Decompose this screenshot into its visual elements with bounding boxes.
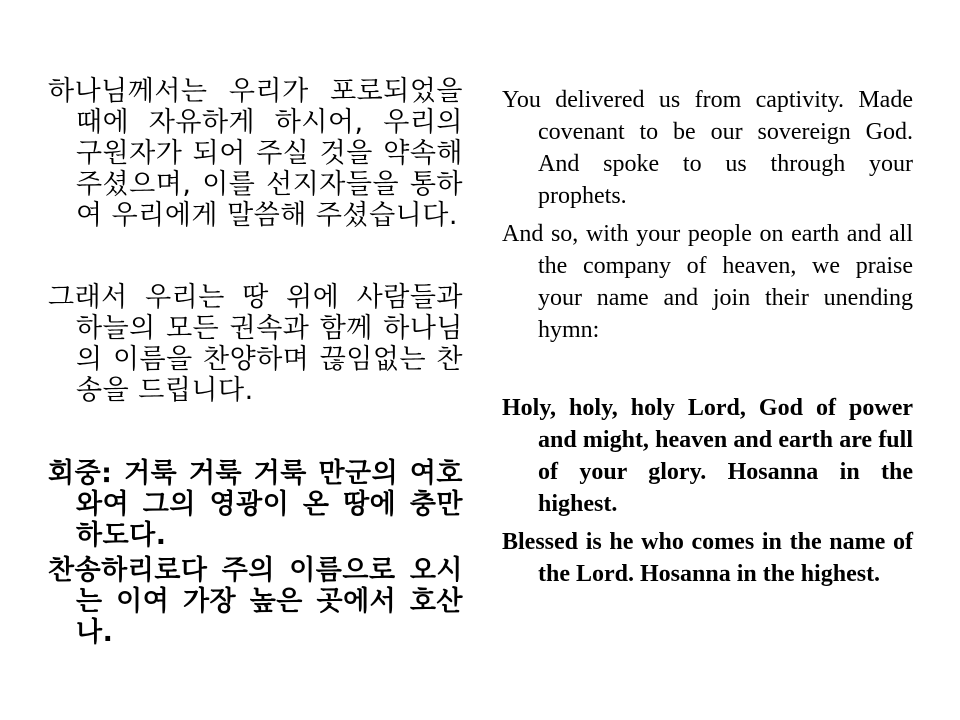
- english-paragraph-1: You delivered us from captivity. Made covenant to be our sovereign God. And spoke to us through your prophets.: [502, 87, 913, 209]
- korean-paragraph-3: 회중: 거룩 거룩 거룩 만군의 여호와여 그의 영광이 온 땅에 충만하도다.: [48, 458, 463, 551]
- english-paragraph-3: Holy, holy, holy Lord, God of power and might, heaven and earth are full of your glory. Hosanna in the highest.: [502, 395, 913, 517]
- korean-paragraph-4: 찬송하리로다 주의 이름으로 오시는 이여 가장 높은 곳에서 호산나.: [48, 555, 463, 648]
- english-paragraph-4: Blessed is he who comes in the name of the Lord. Hosanna in the highest.: [502, 529, 913, 587]
- english-paragraph-2: And so, with your people on earth and all the company of heaven, we praise your name and join their unending hymn:: [502, 221, 913, 343]
- korean-paragraph-1: 하나님께서는 우리가 포로되었을 때에 자유하게 하시어, 우리의 구원자가 되어 주실 것을 약속해 주셨으며, 이를 선지자들을 통하여 우리에게 말씀해 주셨습니다.: [48, 76, 463, 231]
- korean-paragraph-2: 그래서 우리는 땅 위에 사람들과 하늘의 모든 권속과 함께 하나님의 이름을 찬양하며 끊임없는 찬송을 드립니다.: [48, 282, 463, 406]
